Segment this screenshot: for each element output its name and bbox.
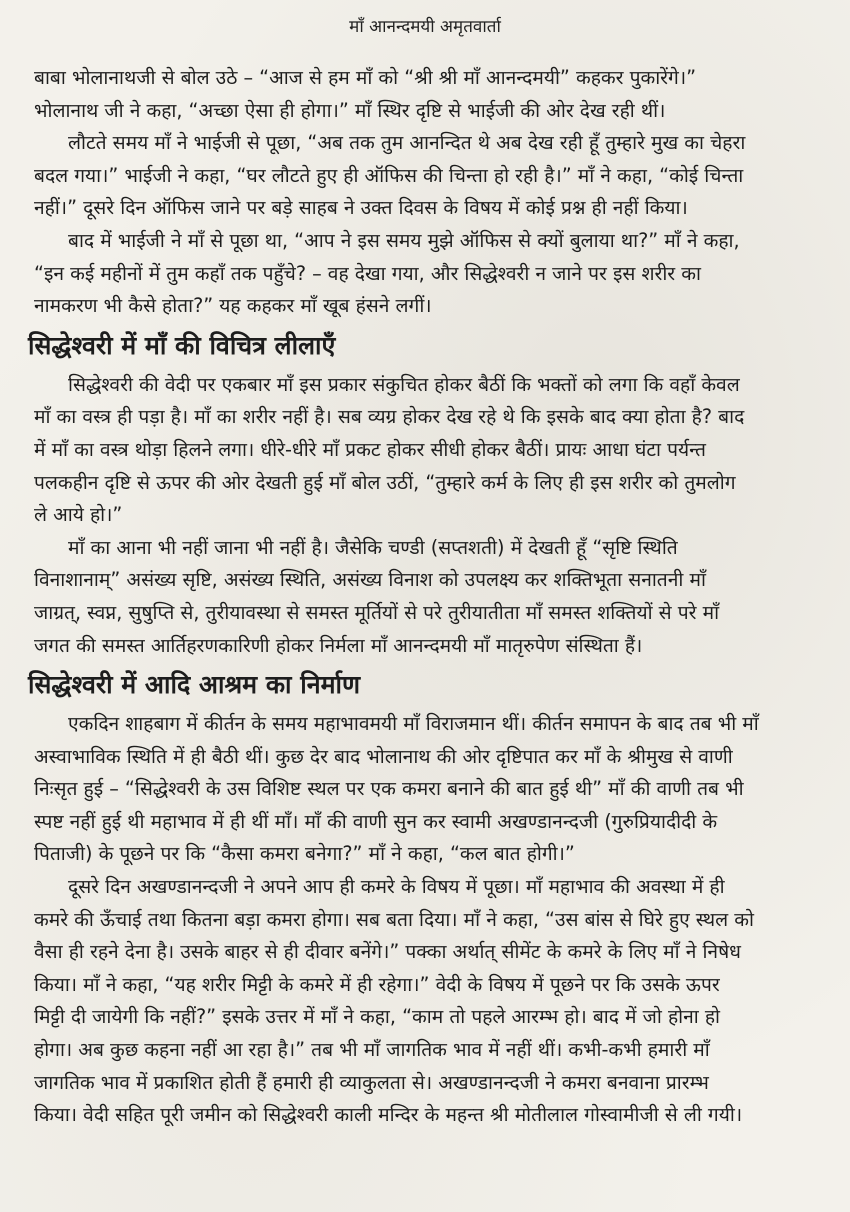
section-heading: सिद्धेश्वरी में माँ की विचित्र लीलाएँ xyxy=(28,330,336,360)
running-header: माँ आनन्दमयी अमृतवार्ता xyxy=(349,17,501,37)
paragraph xyxy=(34,127,810,225)
text-line: नहीं।” दूसरे दिन ऑफिस जाने पर बड़े साहब ने उक्त दिवस के विषय में कोई प्रश्न ही नहीं किया। xyxy=(34,196,688,220)
text-line: मिट्टी दी जायेगी कि नहीं?” इसके उत्तर में माँ ने कहा, “काम तो पहले आरम्भ हो। बाद में जो होना हो xyxy=(34,1005,720,1029)
text-line: सिद्धेश्वरी की वेदी पर एकबार माँ इस प्रकार संकुचित होकर बैठीं कि भक्तों को लगा कि वहाँ केवल xyxy=(68,372,740,396)
text-line: माँ का वस्त्र ही पड़ा है। माँ का शरीर नहीं है। सब व्यग्र होकर देख रहे थे कि इसके बाद क्या होता है? बाद xyxy=(34,405,745,429)
text-line: माँ का आना भी नहीं जाना भी नहीं है। जैसेकि चण्डी (सप्तशती) में देखती हूँ “सृष्टि स्थिति xyxy=(68,535,678,559)
paragraph xyxy=(34,708,810,871)
text-line: विनाशानाम्” असंख्य सृष्टि, असंख्य स्थिति, असंख्य विनाश को उपलक्ष्य कर शक्तिभूता सनातनी माँ xyxy=(34,568,706,592)
text-line: वैसा ही रहने देना है। उसके बाहर से ही दीवार बनेंगे।” पक्का अर्थात् सीमेंट के कमरे के लिए माँ ने निषेध xyxy=(34,940,741,964)
text-line: एकदिन शाहबाग में कीर्तन के समय महाभावमयी माँ विराजमान थीं। कीर्तन समापन के बाद तब भी माँ xyxy=(68,712,759,736)
text-line: नामकरण भी कैसे होता?” यह कहकर माँ खूब हंसने लगीं। xyxy=(34,294,432,318)
text-line: जगत की समस्त आर्तिहरणकारिणी होकर निर्मला माँ आनन्दमयी माँ मातृरुपेण संस्थिता हैं। xyxy=(34,633,643,657)
paragraph xyxy=(34,225,810,323)
text-line: “इन कई महीनों में तुम कहाँ तक पहुँचे? – वह देखा गया, और सिद्धेश्वरी न जाने पर इस शरीर का xyxy=(34,261,701,285)
text-line: किया। वेदी सहित पूरी जमीन को सिद्धेश्वरी काली मन्दिर के महन्त श्री मोतीलाल गोस्वामीजी से ली गयी। xyxy=(34,1103,743,1127)
text-line: स्पष्ट नहीं हुई थी महाभाव में ही थीं माँ। माँ की वाणी सुन कर स्वामी अखण्डानन्दजी (गुरुप्रियादीदी के xyxy=(34,809,718,833)
text-line: पिताजी) के पूछने पर कि “कैसा कमरा बनेगा?” माँ ने कहा, “कल बात होगी।” xyxy=(34,842,575,866)
text-line: दूसरे दिन अखण्डानन्दजी ने अपने आप ही कमरे के विषय में पूछा। माँ महाभाव की अवस्था में ही xyxy=(68,875,725,899)
text-line: लौटते समय माँ ने भाईजी से पूछा, “अब तक तुम आनन्दित थे अब देख रही हूँ तुम्हारे मुख का चेहरा xyxy=(68,131,746,155)
text-line: जागतिक भाव में प्रकाशित होती हैं हमारी ही व्याकुलता से। अखण्डानन्दजी ने कमरा बनवाना प्रारम्भ xyxy=(34,1070,709,1094)
text-line: कमरे की ऊँचाई तथा कितना बड़ा कमरा होगा। सब बता दिया। माँ ने कहा, “उस बांस से घिरे हुए स्थल को xyxy=(34,907,754,931)
paragraph xyxy=(34,871,810,1132)
paragraph xyxy=(34,532,810,662)
page-body xyxy=(28,62,810,1132)
text-line: बाद में भाईजी ने माँ से पूछा था, “आप ने इस समय मुझे ऑफिस से क्यों बुलाया था?” माँ ने कहा, xyxy=(68,228,740,252)
section-heading: सिद्धेश्वरी में आदि आश्रम का निर्माण xyxy=(28,670,361,700)
text-line: निःसृत हुई – “सिद्धेश्वरी के उस विशिष्ट स्थल पर एक कमरा बनाने की बात हुई थी” माँ की वाणी तब भी xyxy=(34,777,744,801)
text-line: किया। माँ ने कहा, “यह शरीर मिट्टी के कमरे में ही रहेगा।” वेदी के विषय में पूछने पर कि उसके ऊपर xyxy=(34,972,720,996)
text-line: भोलानाथ जी ने कहा, “अच्छा ऐसा ही होगा।” माँ स्थिर दृष्टि से भाईजी की ओर देख रही थीं। xyxy=(34,98,666,122)
text-line: होगा। अब कुछ कहना नहीं आ रहा है।” तब भी माँ जागतिक भाव में नहीं थीं। कभी-कभी हमारी माँ xyxy=(34,1038,710,1062)
paragraph xyxy=(34,62,810,127)
text-line: बाबा भोलानाथजी से बोल उठे – “आज से हम माँ को “श्री श्री माँ आनन्दमयी” कहकर पुकारेंगे।” xyxy=(34,66,697,89)
paragraph xyxy=(34,369,810,532)
text-line: ले आये हो।” xyxy=(34,503,123,527)
text-line: में माँ का वस्त्र थोड़ा हिलने लगा। धीरे-धीरे माँ प्रकट होकर सीधी होकर बैठीं। प्रायः आधा घंटा पर्यन्त xyxy=(34,437,706,461)
text-line: पलकहीन दृष्टि से ऊपर की ओर देखती हुई माँ बोल उठीं, “तुम्हारे कर्म के लिए ही इस शरीर को तुमलोग xyxy=(34,470,736,494)
text-line: जाग्रत्, स्वप्न, सुषुप्ति से, तुरीयावस्था से समस्त मूर्तियों से परे तुरीयातीता माँ समस्त शक्तियों से परे माँ xyxy=(34,600,720,624)
text-line: बदल गया।” भाईजी ने कहा, “घर लौटते हुए ही ऑफिस की चिन्ता हो रही है।” माँ ने कहा, “कोई चिन्ता xyxy=(34,163,744,187)
text-line: अस्वाभाविक स्थिति में ही बैठी थीं। कुछ देर बाद भोलानाथ की ओर दृष्टिपात कर माँ के श्रीमुख से वाणी xyxy=(34,744,733,768)
